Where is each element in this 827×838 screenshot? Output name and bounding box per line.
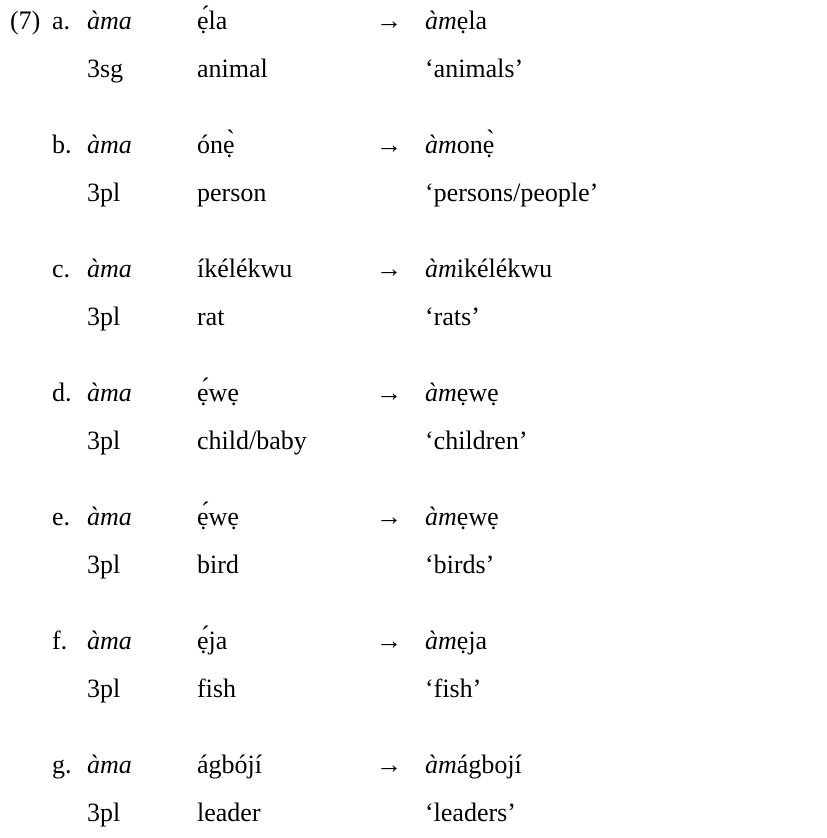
noun-gloss: bird bbox=[197, 550, 239, 579]
word-line bbox=[0, 376, 827, 410]
result-prefix: àm bbox=[425, 502, 457, 531]
translation: ‘birds’ bbox=[425, 550, 495, 579]
noun-gloss: leader bbox=[197, 798, 261, 827]
prefix-word: àma bbox=[87, 502, 132, 531]
result-rest: ikélékwu bbox=[456, 254, 553, 283]
prefix-gloss: 3pl bbox=[87, 302, 121, 331]
noun-word: ẹ́wẹ bbox=[197, 502, 239, 531]
example-letter: g. bbox=[52, 750, 72, 779]
noun-word: ẹ́wẹ bbox=[197, 378, 239, 407]
prefix-gloss: 3pl bbox=[87, 178, 121, 207]
result-rest: ẹla bbox=[456, 6, 488, 35]
prefix-word: àma bbox=[87, 378, 132, 407]
noun-word: íkélékwu bbox=[197, 254, 293, 283]
gloss-line bbox=[0, 796, 827, 830]
example-letter: e. bbox=[52, 502, 71, 531]
result-prefix: àm bbox=[425, 6, 457, 35]
translation: ‘rats’ bbox=[425, 302, 480, 331]
word-line bbox=[0, 128, 827, 162]
result-prefix: àm bbox=[425, 130, 457, 159]
arrow-icon: → bbox=[376, 750, 402, 779]
example-letter: a. bbox=[52, 6, 71, 35]
translation: ‘persons/people’ bbox=[425, 178, 599, 207]
prefix-word: àma bbox=[87, 254, 132, 283]
noun-gloss: fish bbox=[197, 674, 236, 703]
translation: ‘leaders’ bbox=[425, 798, 516, 827]
translation: ‘animals’ bbox=[425, 54, 524, 83]
prefix-word: àma bbox=[87, 6, 132, 35]
result-word bbox=[425, 376, 499, 410]
example-item bbox=[0, 376, 827, 466]
arrow-icon: → bbox=[376, 502, 402, 531]
translation: ‘fish’ bbox=[425, 674, 482, 703]
prefix-gloss: 3pl bbox=[87, 798, 121, 827]
gloss-line bbox=[0, 672, 827, 706]
word-line bbox=[0, 252, 827, 286]
result-rest: ẹwẹ bbox=[456, 378, 499, 407]
example-item bbox=[0, 4, 827, 94]
example-item bbox=[0, 252, 827, 342]
result-word bbox=[425, 128, 494, 162]
example-item bbox=[0, 624, 827, 714]
result-rest: ágbojí bbox=[456, 750, 522, 779]
result-prefix: àm bbox=[425, 626, 457, 655]
noun-word: ónẹ̀ bbox=[197, 130, 235, 159]
result-prefix: àm bbox=[425, 254, 457, 283]
noun-gloss: rat bbox=[197, 302, 225, 331]
result-rest: ẹwẹ bbox=[456, 502, 499, 531]
arrow-icon: → bbox=[376, 378, 402, 407]
gloss-line bbox=[0, 52, 827, 86]
result-word bbox=[425, 624, 487, 658]
example-letter: c. bbox=[52, 254, 71, 283]
prefix-gloss: 3pl bbox=[87, 426, 121, 455]
result-word bbox=[425, 4, 487, 38]
word-line bbox=[0, 500, 827, 534]
example-number: (7) bbox=[10, 6, 41, 35]
noun-gloss: animal bbox=[197, 54, 268, 83]
gloss-line bbox=[0, 300, 827, 334]
translation: ‘children’ bbox=[425, 426, 528, 455]
arrow-icon: → bbox=[376, 6, 402, 35]
prefix-gloss: 3sg bbox=[87, 54, 124, 83]
word-line bbox=[0, 4, 827, 38]
prefix-gloss: 3pl bbox=[87, 674, 121, 703]
result-word bbox=[425, 252, 552, 286]
noun-word: ẹ́la bbox=[197, 6, 228, 35]
result-word bbox=[425, 500, 499, 534]
noun-word: ágbójí bbox=[197, 750, 262, 779]
example-item bbox=[0, 128, 827, 218]
gloss-line bbox=[0, 548, 827, 582]
result-rest: ẹja bbox=[456, 626, 488, 655]
example-letter: f. bbox=[52, 626, 68, 655]
result-rest: onẹ̀ bbox=[456, 130, 495, 159]
example-letter: b. bbox=[52, 130, 72, 159]
word-line bbox=[0, 748, 827, 782]
gloss-line bbox=[0, 424, 827, 458]
arrow-icon: → bbox=[376, 254, 402, 283]
arrow-icon: → bbox=[376, 626, 402, 655]
result-word bbox=[425, 748, 522, 782]
example-letter: d. bbox=[52, 378, 72, 407]
example-item bbox=[0, 748, 827, 838]
result-prefix: àm bbox=[425, 378, 457, 407]
prefix-word: àma bbox=[87, 130, 132, 159]
example-item bbox=[0, 500, 827, 590]
result-prefix: àm bbox=[425, 750, 457, 779]
gloss-line bbox=[0, 176, 827, 210]
noun-gloss: person bbox=[197, 178, 267, 207]
arrow-icon: → bbox=[376, 130, 402, 159]
word-line bbox=[0, 624, 827, 658]
prefix-word: àma bbox=[87, 626, 132, 655]
noun-gloss: child/baby bbox=[197, 426, 307, 455]
prefix-gloss: 3pl bbox=[87, 550, 121, 579]
prefix-word: àma bbox=[87, 750, 132, 779]
noun-word: ẹ́ja bbox=[197, 626, 228, 655]
